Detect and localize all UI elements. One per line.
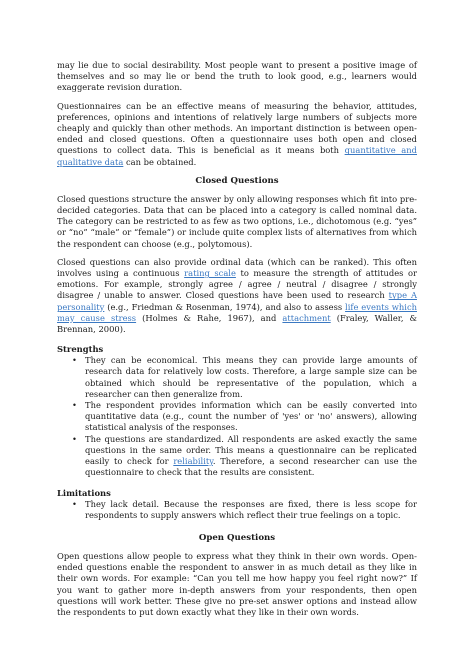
strengths-heading: Strengths (57, 344, 104, 355)
open-questions-heading: Open Questions (198, 532, 276, 543)
strength-item: • The respondent provides information which can be easily converted into quantitative data (e.g., count the number of 'yes' or 'no' answers), allowing statistical analysis of the responses. (72, 400, 417, 433)
rating-scale-link[interactable]: rating scale (184, 268, 236, 279)
type-a-personality-link[interactable]: type A personality (57, 290, 417, 312)
reliability-link[interactable]: reliability (173, 456, 213, 467)
attachment-link[interactable]: attachment (282, 312, 331, 323)
limitations-list (57, 499, 417, 521)
bullet-icon: • (72, 355, 77, 366)
closed-questions-heading: Closed Questions (195, 175, 279, 186)
strength-item: • They can be economical. This means they can provide large amounts of research data for relatively low costs. Therefore, a large sample size can be obtained which should be representative of the population, which a researcher can then generalize from. (72, 355, 417, 399)
quantitative-qualitative-link[interactable]: quantitative and qualitative data (57, 145, 417, 167)
open-paragraph-1: Open questions allow people to express what they think in their own words. Open-ended questions enable the respondent to answer in as much detail as they like in their own words. For example: “Can you tell me how happy you feel right now?” If you want to gather more in-depth answers from your respondents, then open questions will work better. These give no pre-set answer options and instead allow the respondents to put down exactly what they like in their own words. (57, 550, 417, 617)
limitations-heading: Limitations (57, 487, 111, 498)
closed-paragraph-1: Closed questions structure the answer by only allowing responses which fit into pre-decided categories. Data that can be placed into a category is called nominal data. The category can be restricted to as few as two options, i.e., dichotomous (e.g. “yes” or “no” “male” or “female”) or include quite complex lists of alternatives from which the respondent can choose (e.g., polytomous). (57, 193, 417, 249)
document-page (57, 60, 417, 625)
bullet-icon: • (72, 400, 77, 411)
bullet-icon: • (72, 498, 77, 509)
strengths-list (57, 355, 417, 478)
questionnaires-paragraph: Questionnaires can be an effective means of measuring the behavior, attitudes, preferences, opinions and intentions of relatively large numbers of subjects more cheaply and quickly than other methods. An important distinction is between open-ended and closed questions. Often a questionnaire uses both open and closed questions to collect data. This is beneficial as it means both quantitative and qualitative data can be obtained. (57, 100, 417, 167)
limitation-item: • They lack detail. Because the responses are fixed, there is less scope for respondents to supply answers which reflect their true feelings on a topic. (72, 498, 417, 520)
strength-item: • The questions are standardized. All respondents are asked exactly the same questions in the same order. This means a questionnaire can be replicated easily to check for reliability. Therefore, a second researcher can use the questionnaire to check that the results are consistent. (72, 433, 417, 478)
intro-paragraph: may lie due to social desirability. Most people want to present a positive image of themselves and so may lie or bend the truth to look good, e.g., learners would exaggerate revision duration. (57, 60, 417, 93)
life-events-link[interactable]: life events which may cause stress (57, 301, 417, 323)
bullet-icon: • (72, 433, 77, 444)
closed-paragraph-2: Closed questions can also provide ordinal data (which can be ranked). This often involves using a continuous rating scale to measure the strength of attitudes or emotions. For example, strongly agree / agree / neutral / disagree / strongly disagree / unable to answer. Closed questions have been used to research type A personality (e.g., Friedman & Rosenman, 1974), and also to assess life events which may cause stress (Holmes & Rahe, 1967), and attachment (Fraley, Waller, & Brennan, 2000). (57, 256, 417, 335)
